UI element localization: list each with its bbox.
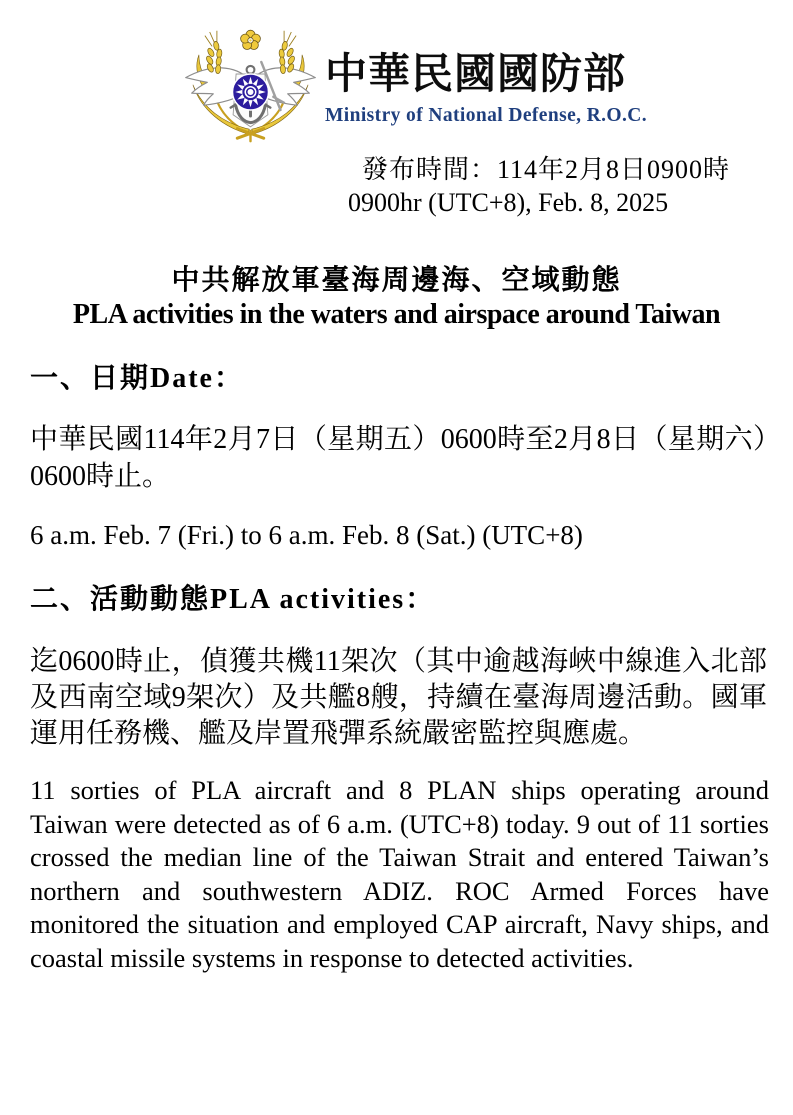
section-1-heading: 一、日期Date： — [30, 363, 244, 394]
mnd-emblem-logo — [178, 26, 323, 149]
section-1-body-zh: 中華民國114年2月7日（星期五）0600時至2月8日（星期六）0600時止。 — [30, 424, 767, 492]
sun-disc-icon — [233, 74, 269, 110]
section-2-body-en: 11 sorties of PLA aircraft and 8 PLAN ships operating around Taiwan were detected as of 6 a.m. (UTC+8) today. 9 out of 11 sorties crossed the median line of the Taiwan Strait and entered Taiwan’s northern and southwestern ADIZ. ROC Armed Forces have monitored the situation and employed CAP aircraft, Navy ships, and coastal missile systems in response to detected activities. — [30, 775, 769, 973]
org-name-en: Ministry of National Defense, R.O.C. — [325, 105, 648, 126]
section-2-heading: 二、活動動態PLA activities： — [30, 584, 436, 615]
org-name-zh: 中華民國國防部 — [325, 52, 627, 98]
document-title-en: PLA activities in the waters and airspace around Taiwan — [72, 299, 721, 330]
document-title — [0, 263, 793, 332]
release-time-block — [348, 153, 730, 219]
release-time-zh: 發布時間：114年2月8日0900時 — [362, 155, 731, 184]
release-time-en: 0900hr (UTC+8), Feb. 8, 2025 — [348, 188, 669, 217]
plum-blossom-icon — [241, 30, 261, 49]
org-name-block — [325, 52, 647, 127]
section-2-body-zh: 迄0600時止，偵獲共機11架次（其中逾越海峽中線進入北部及西南空域9架次）及共艦8艘，持續在臺海周邊活動。國軍運用任務機、艦及岸置飛彈系統嚴密監控與應處。 — [30, 646, 767, 749]
document-title-zh: 中共解放軍臺海周邊海、空域動態 — [171, 265, 622, 296]
section-1-body-en: 6 a.m. Feb. 7 (Fri.) to 6 a.m. Feb. 8 (Sat.) (UTC+8) — [30, 520, 583, 550]
